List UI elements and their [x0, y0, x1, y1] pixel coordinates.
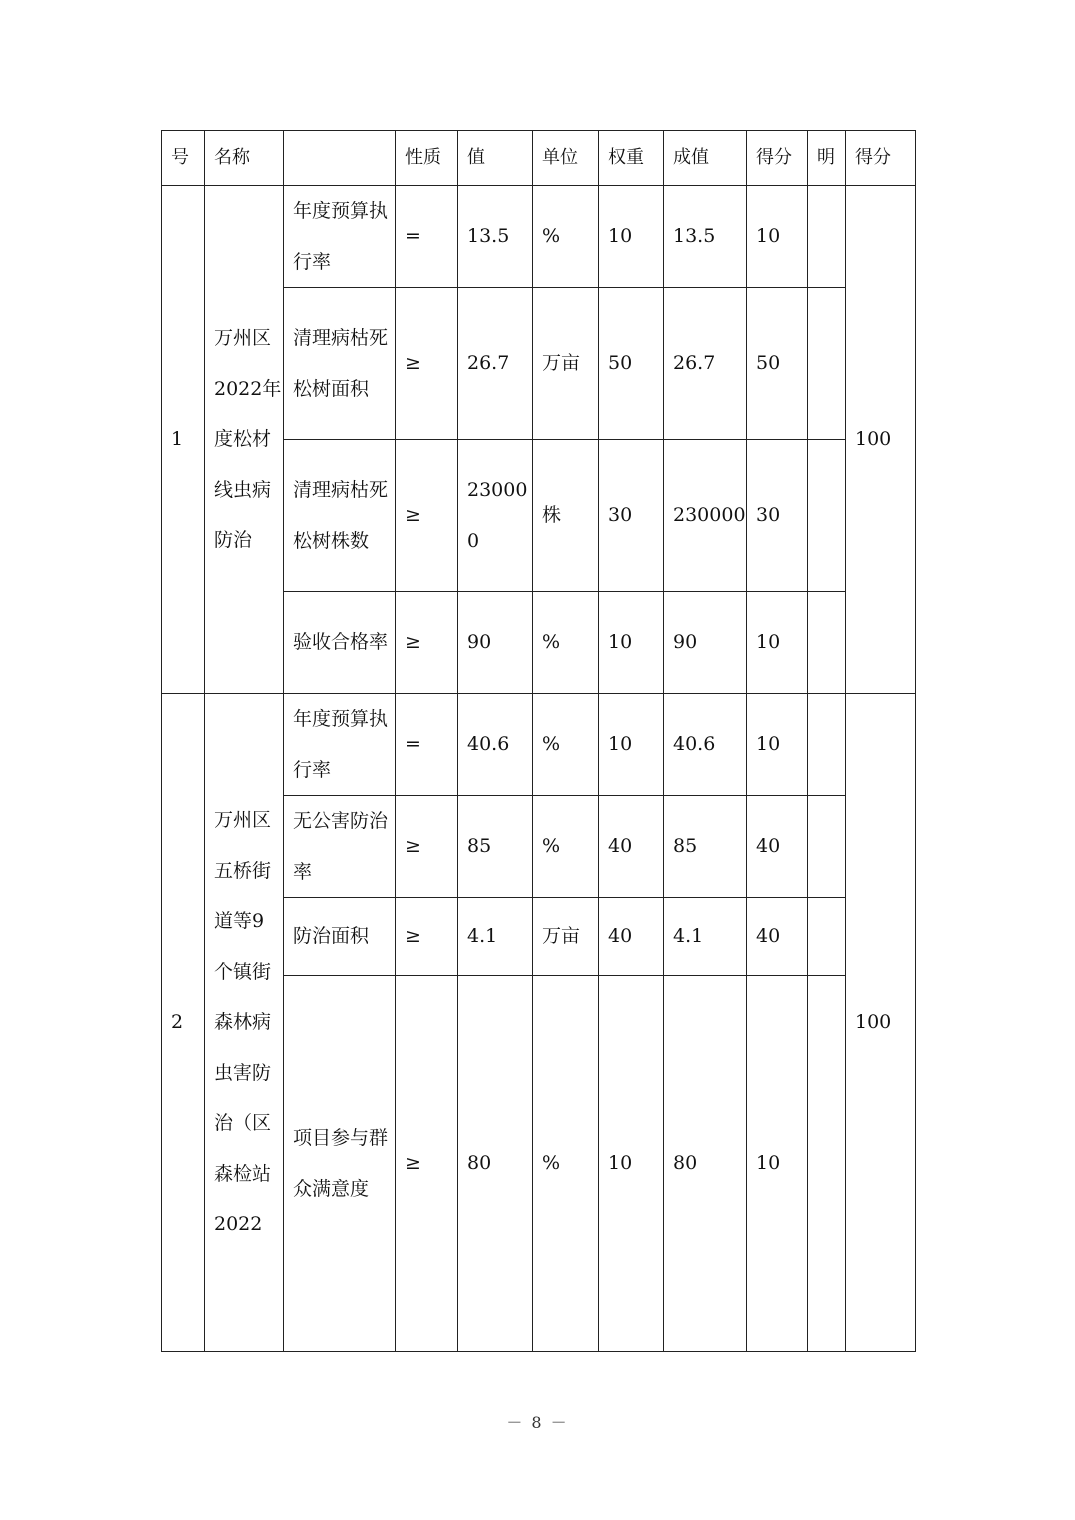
unit-cell: % [533, 592, 599, 694]
header-row [162, 131, 916, 186]
note-cell [808, 592, 846, 694]
indicator-nature: ≥ [396, 592, 458, 694]
weight-cell: 10 [599, 186, 664, 288]
score-cell: 10 [747, 694, 808, 796]
indicator-nature: = [396, 186, 458, 288]
actual-value: 90 [664, 592, 747, 694]
weight-cell: 10 [599, 694, 664, 796]
indicator-nature: ≥ [396, 796, 458, 898]
project-number: 2 [162, 694, 205, 1352]
unit-cell: 万亩 [533, 288, 599, 440]
score-cell: 10 [747, 592, 808, 694]
indicator-name: 验收合格率 [284, 592, 396, 694]
target-value: 85 [458, 796, 533, 898]
score-cell: 40 [747, 898, 808, 976]
target-value: 4.1 [458, 898, 533, 976]
indicator-name: 项目参与群众满意度 [284, 976, 396, 1352]
header-cell-note: 明 [808, 131, 846, 186]
indicator-name: 清理病枯死松树面积 [284, 288, 396, 440]
header-cell-name: 名称 [205, 131, 284, 186]
score-cell: 50 [747, 288, 808, 440]
target-value: 13.5 [458, 186, 533, 288]
weight-cell: 10 [599, 592, 664, 694]
target-value: 80 [458, 976, 533, 1352]
score-cell: 40 [747, 796, 808, 898]
unit-cell: % [533, 186, 599, 288]
actual-value: 4.1 [664, 898, 747, 976]
actual-value: 13.5 [664, 186, 747, 288]
score-cell: 10 [747, 976, 808, 1352]
actual-value: 230000 [664, 440, 747, 592]
header-cell-score: 得分 [747, 131, 808, 186]
score-cell: 10 [747, 186, 808, 288]
indicator-name: 年度预算执行率 [284, 186, 396, 288]
weight-cell: 30 [599, 440, 664, 592]
note-cell [808, 694, 846, 796]
indicator-name: 年度预算执行率 [284, 694, 396, 796]
project-number: 1 [162, 186, 205, 694]
actual-value: 80 [664, 976, 747, 1352]
indicator-nature: = [396, 694, 458, 796]
table-row [162, 694, 916, 796]
unit-cell: % [533, 694, 599, 796]
note-cell [808, 898, 846, 976]
actual-value: 40.6 [664, 694, 747, 796]
header-cell-value: 值 [458, 131, 533, 186]
indicator-nature: ≥ [396, 976, 458, 1352]
indicator-nature: ≥ [396, 288, 458, 440]
score-cell: 30 [747, 440, 808, 592]
note-cell [808, 288, 846, 440]
actual-value: 26.7 [664, 288, 747, 440]
unit-cell: % [533, 796, 599, 898]
indicator-name: 无公害防治率 [284, 796, 396, 898]
weight-cell: 10 [599, 976, 664, 1352]
header-cell-indicator [284, 131, 396, 186]
indicator-nature: ≥ [396, 898, 458, 976]
weight-cell: 40 [599, 898, 664, 976]
performance-table [161, 130, 916, 1352]
note-cell [808, 796, 846, 898]
unit-cell: 万亩 [533, 898, 599, 976]
project-name: 万州区五桥街道等9个镇街森林病虫害防治（区森检站2022 [205, 694, 284, 1352]
indicator-name: 清理病枯死松树株数 [284, 440, 396, 592]
header-cell-unit: 单位 [533, 131, 599, 186]
target-value: 90 [458, 592, 533, 694]
weight-cell: 40 [599, 796, 664, 898]
header-cell-total: 得分 [846, 131, 916, 186]
page-number: － 8 － [506, 1413, 569, 1432]
project-name: 万州区2022年度松材线虫病防治 [205, 186, 284, 694]
project-total-score: 100 [846, 186, 916, 694]
table-row [162, 186, 916, 288]
target-value: 230000 [458, 440, 533, 592]
unit-cell: 株 [533, 440, 599, 592]
target-value: 40.6 [458, 694, 533, 796]
note-cell [808, 976, 846, 1352]
note-cell [808, 440, 846, 592]
actual-value: 85 [664, 796, 747, 898]
unit-cell: % [533, 976, 599, 1352]
header-cell-actual: 成值 [664, 131, 747, 186]
indicator-name: 防治面积 [284, 898, 396, 976]
header-cell-nature: 性质 [396, 131, 458, 186]
header-cell-no: 号 [162, 131, 205, 186]
header-cell-weight: 权重 [599, 131, 664, 186]
weight-cell: 50 [599, 288, 664, 440]
project-total-score: 100 [846, 694, 916, 1352]
indicator-nature: ≥ [396, 440, 458, 592]
note-cell [808, 186, 846, 288]
target-value: 26.7 [458, 288, 533, 440]
